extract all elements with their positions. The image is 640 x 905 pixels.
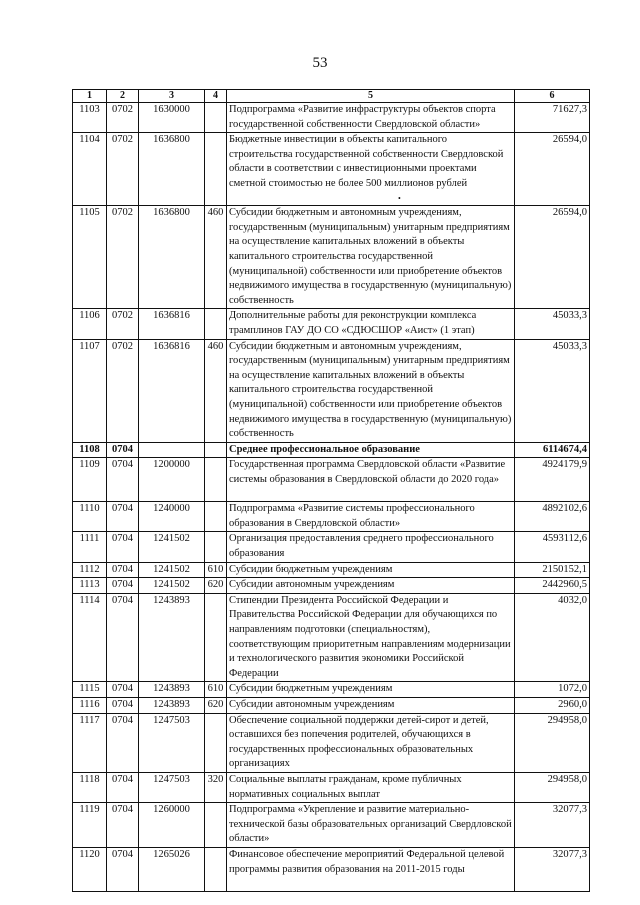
expense-type: 610 (205, 562, 227, 578)
amount: 294958,0 (515, 713, 590, 772)
row-number: 1109 (73, 458, 107, 502)
expense-type (205, 847, 227, 891)
row-number: 1113 (73, 578, 107, 594)
amount: 294958,0 (515, 772, 590, 802)
target-code: 1247503 (139, 772, 205, 802)
section-code: 0704 (107, 713, 139, 772)
table-row (73, 442, 590, 458)
section-code: 0704 (107, 578, 139, 594)
target-code: 1241502 (139, 578, 205, 594)
row-number: 1105 (73, 206, 107, 309)
row-number: 1111 (73, 532, 107, 562)
description: Субсидии автономным учреждениям (227, 578, 515, 594)
description: Государственная программа Свердловской области «Развитие системы образования в Свердловской области до 2020 года» (227, 458, 515, 502)
expense-type (205, 593, 227, 682)
target-code: 1241502 (139, 562, 205, 578)
expense-type (205, 103, 227, 133)
header-col-1: 1 (73, 90, 107, 103)
amount: 1072,0 (515, 682, 590, 698)
section-code: 0704 (107, 593, 139, 682)
table-row (73, 502, 590, 532)
target-code: 1243893 (139, 682, 205, 698)
page-number: 53 (312, 55, 328, 71)
description: Подпрограмма «Развитие инфраструктуры объектов спорта государственной собственности Свердловской области» (227, 103, 515, 133)
header-col-5: 5 (227, 90, 515, 103)
table-row (73, 713, 590, 772)
stray-mark: • (398, 194, 401, 203)
expense-type: 610 (205, 682, 227, 698)
expense-type (205, 803, 227, 848)
table-row (73, 339, 590, 442)
table-row (73, 803, 590, 848)
description: Социальные выплаты гражданам, кроме публичных нормативных социальных выплат (227, 772, 515, 802)
expense-type (205, 713, 227, 772)
target-code: 1636800 (139, 133, 205, 206)
section-code: 0704 (107, 682, 139, 698)
header-col-6: 6 (515, 90, 590, 103)
amount: 4032,0 (515, 593, 590, 682)
target-code: 1247503 (139, 713, 205, 772)
expense-type: 320 (205, 772, 227, 802)
description: Субсидии бюджетным и автономным учреждениям, государственным (муниципальным) унитарным предприятиям на осуществление капитальных вложений в объекты капитального строительства государственной (муниципальной) собственности или приобретение объектов недвижимого имущества в государственную (муниципальную) собственность (227, 339, 515, 442)
expense-type: 620 (205, 578, 227, 594)
description: Обеспечение социальной поддержки детей-сирот и детей, оставшихся без попечения родителей, обучающихся в государственных профессиональных образовательных организациях (227, 713, 515, 772)
expense-type (205, 309, 227, 339)
expense-type (205, 532, 227, 562)
description: Субсидии бюджетным учреждениям (227, 562, 515, 578)
amount: 71627,3 (515, 103, 590, 133)
header-col-2: 2 (107, 90, 139, 103)
section-code: 0702 (107, 206, 139, 309)
table-row (73, 698, 590, 714)
amount: 2442960,5 (515, 578, 590, 594)
target-code: 1240000 (139, 502, 205, 532)
table-row (73, 103, 590, 133)
section-code: 0704 (107, 458, 139, 502)
section-code: 0702 (107, 309, 139, 339)
row-number: 1119 (73, 803, 107, 848)
section-code: 0704 (107, 442, 139, 458)
row-number: 1104 (73, 133, 107, 206)
row-number: 1112 (73, 562, 107, 578)
target-code: 1260000 (139, 803, 205, 848)
target-code (139, 442, 205, 458)
description: Субсидии автономным учреждениям (227, 698, 515, 714)
table-row (73, 593, 590, 682)
target-code: 1636816 (139, 309, 205, 339)
table-row (73, 133, 590, 206)
row-number: 1103 (73, 103, 107, 133)
description: Среднее профессиональное образование (227, 442, 515, 458)
row-number: 1110 (73, 502, 107, 532)
row-number: 1108 (73, 442, 107, 458)
description: Подпрограмма «Развитие системы профессионального образования в Свердловской области» (227, 502, 515, 532)
section-code: 0704 (107, 502, 139, 532)
amount: 4593112,6 (515, 532, 590, 562)
target-code: 1636800 (139, 206, 205, 309)
description: Субсидии бюджетным и автономным учреждениям, государственным (муниципальным) унитарным предприятиям на осуществление капитальных вложений в объекты капитального строительства государственной (муниципальной) собственности или приобретение объектов недвижимого имущества в государственную (муниципальную) собственность (227, 206, 515, 309)
target-code: 1630000 (139, 103, 205, 133)
header-col-4: 4 (205, 90, 227, 103)
amount: 4924179,9 (515, 458, 590, 502)
amount: 2150152,1 (515, 562, 590, 578)
amount: 26594,0 (515, 206, 590, 309)
amount: 4892102,6 (515, 502, 590, 532)
expense-type (205, 133, 227, 206)
target-code: 1241502 (139, 532, 205, 562)
description: Подпрограмма «Укрепление и развитие материально-технической базы образовательных организаций Свердловской области» (227, 803, 515, 848)
expense-type: 620 (205, 698, 227, 714)
table-row (73, 682, 590, 698)
description: Субсидии бюджетным учреждениям (227, 682, 515, 698)
expense-type: 460 (205, 206, 227, 309)
amount: 26594,0 (515, 133, 590, 206)
row-number: 1106 (73, 309, 107, 339)
expense-type (205, 502, 227, 532)
table-row (73, 772, 590, 802)
target-code: 1200000 (139, 458, 205, 502)
amount: 2960,0 (515, 698, 590, 714)
expense-type (205, 442, 227, 458)
target-code: 1265026 (139, 847, 205, 891)
table-row (73, 562, 590, 578)
row-number: 1114 (73, 593, 107, 682)
table-row (73, 206, 590, 309)
table-row (73, 578, 590, 594)
section-code: 0704 (107, 562, 139, 578)
description: Бюджетные инвестиции в объекты капитального строительства государственной собственности Свердловской области в соответствии с инвестиционными проектами сметной стоимостью не более 500 миллионов рублей (227, 133, 515, 206)
section-code: 0704 (107, 532, 139, 562)
amount: 45033,3 (515, 339, 590, 442)
target-code: 1243893 (139, 593, 205, 682)
section-code: 0704 (107, 847, 139, 891)
description: Организация предоставления среднего профессионального образования (227, 532, 515, 562)
section-code: 0704 (107, 772, 139, 802)
row-number: 1115 (73, 682, 107, 698)
target-code: 1636816 (139, 339, 205, 442)
amount: 32077,3 (515, 847, 590, 891)
amount: 32077,3 (515, 803, 590, 848)
section-code: 0702 (107, 339, 139, 442)
target-code: 1243893 (139, 698, 205, 714)
budget-table (72, 89, 590, 892)
table-row (73, 458, 590, 502)
row-number: 1107 (73, 339, 107, 442)
section-code: 0702 (107, 133, 139, 206)
amount: 45033,3 (515, 309, 590, 339)
header-col-3: 3 (139, 90, 205, 103)
description: Стипендии Президента Российской Федерации и Правительства Российской Федерации для обучающихся по направлениям подготовки (специальностям), соответствующим приоритетным направлениям модернизации и технологического развития экономики Российской Федерации (227, 593, 515, 682)
description: Дополнительные работы для реконструкции комплекса трамплинов ГАУ ДО СО «СДЮСШОР «Аист» (1 этап) (227, 309, 515, 339)
expense-type (205, 458, 227, 502)
table-row (73, 532, 590, 562)
section-code: 0704 (107, 803, 139, 848)
expense-type: 460 (205, 339, 227, 442)
table-row (73, 847, 590, 891)
row-number: 1116 (73, 698, 107, 714)
description: Финансовое обеспечение мероприятий Федеральной целевой программы развития образования на 2011-2015 годы (227, 847, 515, 891)
row-number: 1117 (73, 713, 107, 772)
header-row (73, 90, 590, 103)
amount: 6114674,4 (515, 442, 590, 458)
section-code: 0704 (107, 698, 139, 714)
row-number: 1120 (73, 847, 107, 891)
table-row (73, 309, 590, 339)
row-number: 1118 (73, 772, 107, 802)
section-code: 0702 (107, 103, 139, 133)
